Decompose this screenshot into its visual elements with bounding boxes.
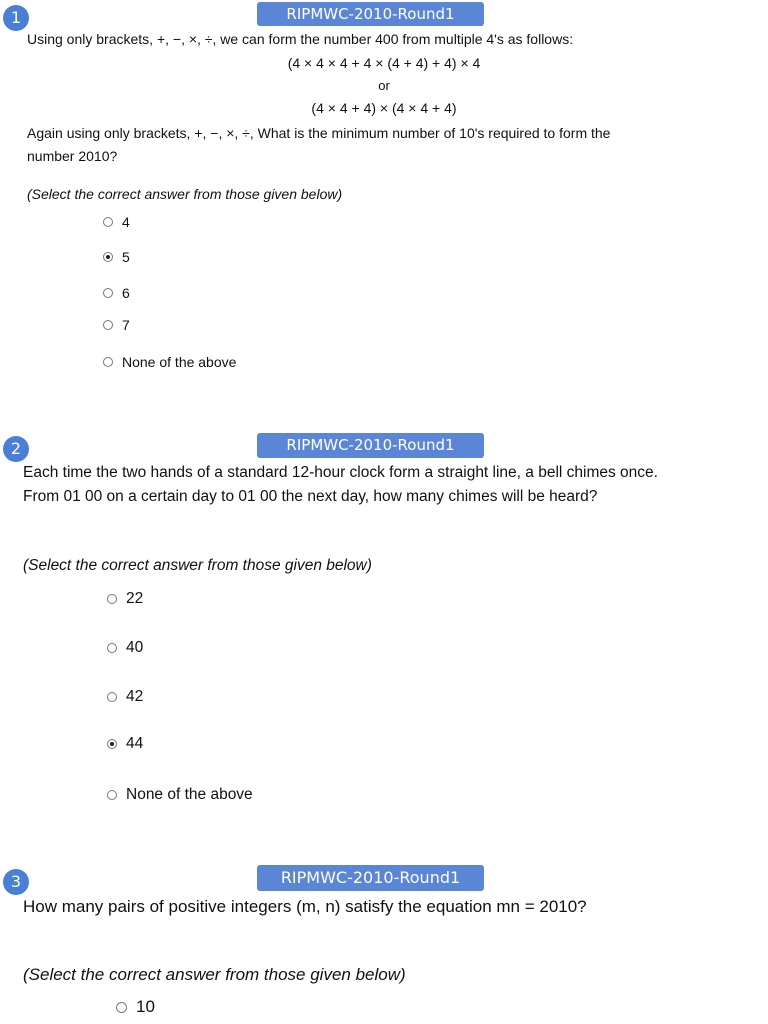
answer-option-selected[interactable] <box>107 735 143 753</box>
radio-button[interactable] <box>103 288 113 298</box>
question-number-badge: 2 <box>3 436 29 462</box>
answer-option[interactable] <box>107 786 253 804</box>
expression-2: (4 × 4 + 4) × (4 × 4 + 4) <box>311 100 457 116</box>
option-label: 6 <box>122 285 130 301</box>
answer-option[interactable] <box>116 997 155 1017</box>
option-label: 5 <box>122 249 130 265</box>
answer-option[interactable] <box>103 354 236 370</box>
option-label: 44 <box>126 735 144 752</box>
question-text-line1: Each time the two hands of a standard 12-hour clock form a straight line, a bell chimes once. <box>23 464 658 481</box>
radio-button-selected[interactable] <box>107 739 117 749</box>
answer-option[interactable] <box>103 317 130 333</box>
option-label: 42 <box>126 688 144 705</box>
answer-option[interactable] <box>107 639 143 657</box>
question-source-tag: RIPMWC-2010-Round1 <box>257 2 484 26</box>
answer-option[interactable] <box>103 214 130 230</box>
question-number-badge: 3 <box>3 869 29 895</box>
question-text-line1: How many pairs of positive integers (m, n) satisfy the equation mn = 2010? <box>23 897 587 916</box>
option-label: 22 <box>126 590 144 607</box>
answer-option-selected[interactable] <box>103 249 130 265</box>
answer-option[interactable] <box>103 285 130 301</box>
radio-button[interactable] <box>107 643 117 653</box>
question-text-line2: From 01 00 on a certain day to 01 00 the next day, how many chimes will be heard? <box>23 488 598 505</box>
radio-button[interactable] <box>116 1002 127 1013</box>
question-text-line1: Again using only brackets, +, −, ×, ÷, What is the minimum number of 10's required to form the <box>27 125 611 141</box>
radio-button[interactable] <box>103 357 113 367</box>
option-label: 7 <box>122 317 130 333</box>
question-text-line2: number 2010? <box>27 148 118 164</box>
option-label: None of the above <box>122 354 237 370</box>
instruction-text: (Select the correct answer from those given below) <box>23 557 372 574</box>
question-number-badge: 1 <box>3 5 29 31</box>
option-label: 10 <box>136 997 155 1016</box>
expression-1: (4 × 4 × 4 + 4 × (4 + 4) + 4) × 4 <box>287 55 481 71</box>
radio-button[interactable] <box>103 320 113 330</box>
radio-button[interactable] <box>107 692 117 702</box>
question-source-tag: RIPMWC-2010-Round1 <box>257 433 484 458</box>
radio-button[interactable] <box>103 217 113 227</box>
radio-button[interactable] <box>107 790 117 800</box>
answer-option[interactable] <box>107 688 143 706</box>
instruction-text: (Select the correct answer from those given below) <box>23 965 406 984</box>
question-intro: Using only brackets, +, −, ×, ÷, we can form the number 400 from multiple 4's as follows: <box>27 31 574 47</box>
option-label: 40 <box>126 639 144 656</box>
instruction-text: (Select the correct answer from those given below) <box>27 186 343 202</box>
radio-button[interactable] <box>107 594 117 604</box>
or-label: or <box>378 78 390 93</box>
option-label: 4 <box>122 214 130 230</box>
question-source-tag: RIPMWC-2010-Round1 <box>257 865 484 891</box>
option-label: None of the above <box>126 786 253 803</box>
radio-button-selected[interactable] <box>103 252 113 262</box>
answer-option[interactable] <box>107 590 143 608</box>
